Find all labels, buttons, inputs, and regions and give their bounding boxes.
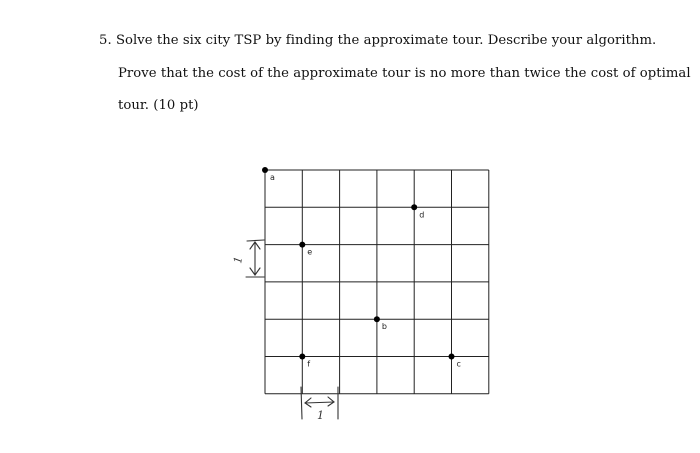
cities — [262, 167, 461, 369]
city-dot — [299, 242, 305, 248]
city-d — [411, 204, 424, 219]
vertical-unit-label: 1 — [231, 255, 246, 265]
city-a — [262, 167, 275, 182]
city-dot — [299, 354, 305, 360]
city-c — [449, 354, 461, 369]
city-dot — [411, 204, 417, 210]
city-b — [374, 316, 387, 331]
city-label: a — [270, 173, 275, 182]
problem-text-1: Solve the six city TSP by finding the approximate tour. Describe your algorithm. — [115, 33, 657, 48]
unit-arrowhead-right — [328, 397, 334, 406]
unit-tick-top — [247, 240, 264, 241]
city-dot — [374, 316, 380, 322]
city-dot — [262, 167, 268, 173]
city-f — [299, 354, 310, 369]
city-e — [299, 242, 312, 257]
problem-line-2: Prove that the cost of the approximate tour is no more than twice the cost of optimal — [118, 66, 691, 81]
city-label: e — [307, 247, 313, 257]
unit-arrow-shaft-h — [305, 402, 334, 403]
grid-lines — [265, 170, 489, 394]
problem-line-3: tour. (10 pt) — [118, 98, 199, 113]
city-label: f — [307, 359, 311, 369]
vertical-unit-marker — [246, 240, 264, 277]
city-label: c — [456, 359, 461, 369]
city-dot — [449, 354, 455, 360]
city-label: b — [381, 322, 387, 332]
horizontal-unit-label: 1 — [317, 409, 324, 422]
city-label: d — [419, 210, 425, 220]
problem-number: 5. — [99, 33, 112, 48]
